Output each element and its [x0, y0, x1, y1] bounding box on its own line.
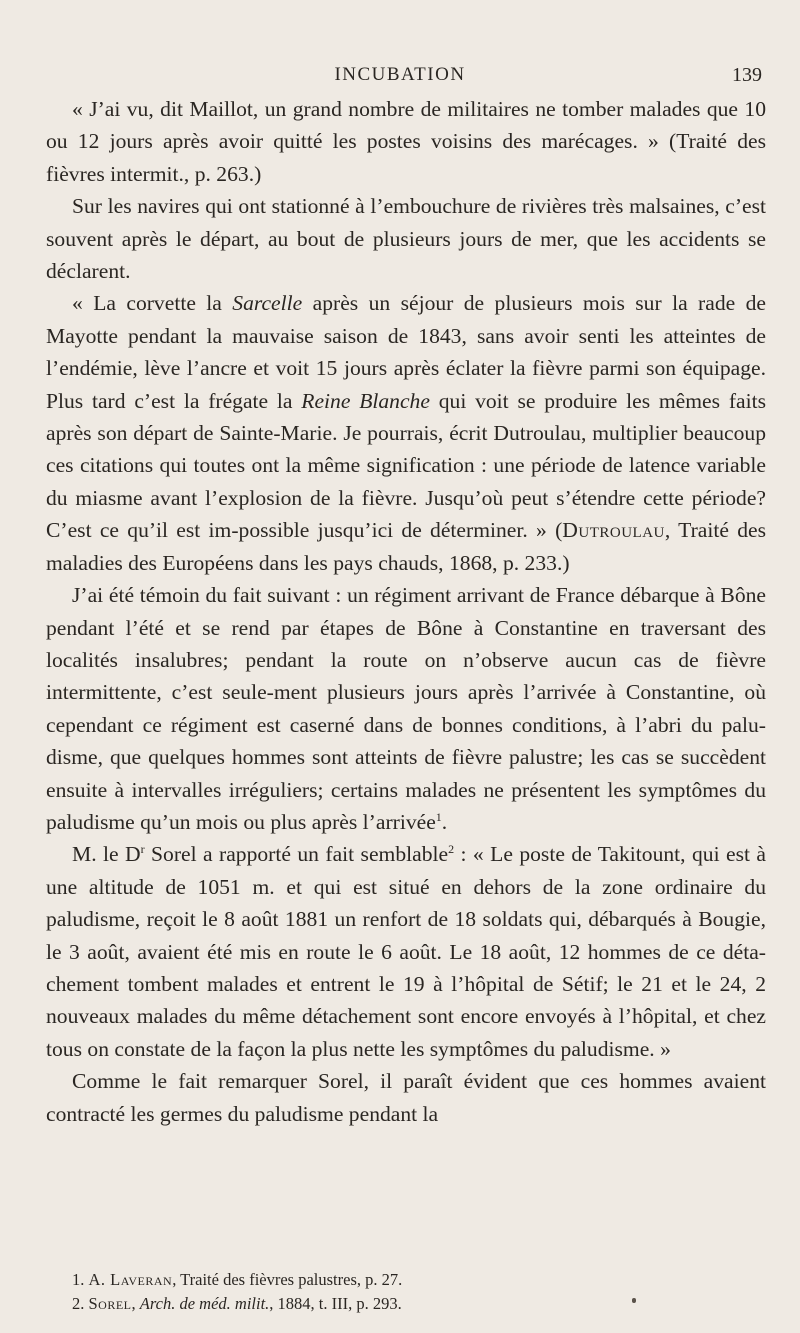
- paragraph-maillot-quote: « J’ai vu, dit Maillot, un grand nombre de militaires ne tomber malades que 10 ou 12 jours après avoir quitté les postes voisins des marécages. » (Traité des fièvres intermit., p. 263.): [46, 97, 766, 186]
- footnotes: [46, 1268, 766, 1316]
- footnote-2: 2. Sorel, Arch. de méd. milit., 1884, t. III, p. 293.: [72, 1294, 402, 1313]
- footnote-ref-2: 2: [448, 842, 455, 857]
- paragraph-ships: Sur les navires qui ont stationné à l’embouchure de rivières très malsaines, c’est souvent après le départ, au bout de plusieurs jours de mer, que les accidents se déclarent.: [46, 194, 766, 284]
- paragraph-sorel: M. le $D^r$ Sorel a rapporté un fait semblable$^2$ : « Le poste de Takitount, qui est à une altitude de 1051 m. et qui est situé en dehors de la zone ordinaire du paludisme, reçoit le 8 août 1881 un renfort de 18 soldats qui, débarqués à Bougie, le 3 août, avaient été mis en route le 6 août. Le 18 août, 12 hommes de ce déta-chement tombent malades et entrent le 19 à l’hôpital de Sétif; le 21 et le 24, 2 nouveaux malades du même détachement sont encore envoyés à l’hôpital, et chez tous on constate de la façon la plus nette les symptômes du paludisme. »: [46, 842, 766, 1061]
- paragraph-conclusion: Comme le fait remarquer Sorel, il paraît évident que ces hommes avaient contracté les germes du paludisme pendant la: [46, 1069, 766, 1126]
- page-header: [0, 64, 800, 90]
- print-speck: [632, 1298, 636, 1303]
- footnote-1: 1. A. Laveran, Traité des fièvres palustres, p. 27.: [72, 1270, 403, 1289]
- ship-name-reine-blanche: Reine Blanche: [301, 388, 430, 413]
- body-text: [46, 93, 766, 1130]
- author-dutroulau: Dutroulau: [562, 518, 665, 543]
- running-title: INCUBATION: [334, 64, 466, 85]
- page-number: 139: [732, 64, 762, 86]
- footnote-ref-1: 1: [435, 809, 442, 824]
- paragraph-dutroulau-quote: « La corvette la Sarcelle après un séjour de plusieurs mois sur la rade de Mayotte pendant la mauvaise saison de 1843, sans avoir senti les atteintes de l’endémie, lève l’ancre et voit 15 jours après éclater la fièvre parmi son équipage. Plus tard c’est la frégate la Reine Blanche qui voit se produire les mêmes faits après son départ de Sainte-Marie. Je pourrais, écrit Dutroulau, multiplier beaucoup ces citations qui toutes ont la même signification : une période de latence variable du miasme avant l’explosion de la fièvre. Jusqu’où peut s’étendre cette période? C’est ce qu’il est im-possible jusqu’ici de déterminer. » (Dutroulau, Traité des maladies des Européens dans les pays chauds, 1868, p. 233.): [46, 291, 766, 575]
- ship-name-sarcelle: Sarcelle: [232, 291, 303, 316]
- paragraph-regiment: J’ai été témoin du fait suivant : un régiment arrivant de France débarque à Bône pendant l’été et se rend par étapes de Bône à Constantine en traversant des localités insalubres; pendant la route on n’observe aucun cas de fièvre intermittente, c’est seule-ment plusieurs jours après l’arrivée à Constantine, où cependant ce régiment est caserné dans de bonnes conditions, à l’abri du palu-disme, que quelques hommes sont atteints de fièvre palustre; les cas se succèdent ensuite à intervalles irréguliers; certains malades ne présentent les symptômes du paludisme qu’un mois ou plus après l’arrivée$^1$.: [46, 583, 766, 834]
